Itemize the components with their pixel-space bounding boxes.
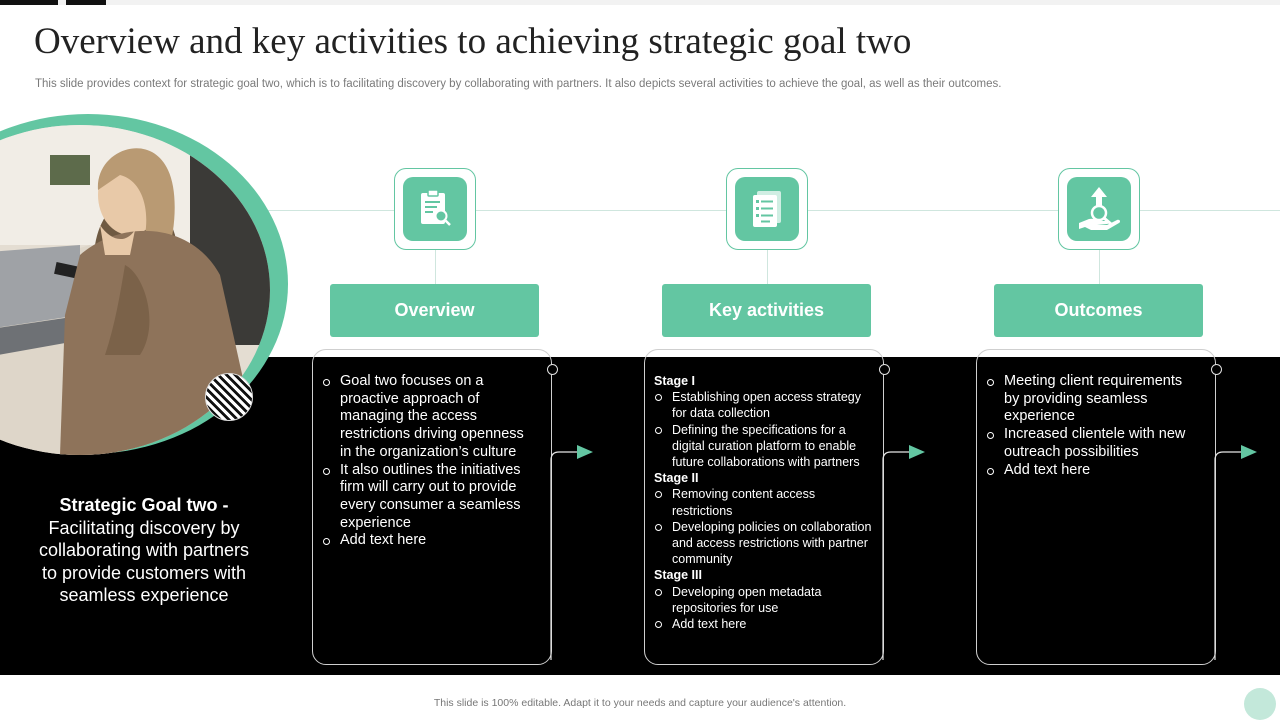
overview-icon-tile xyxy=(403,177,467,241)
list-item: Add text here xyxy=(654,616,872,632)
frame-dot xyxy=(1211,364,1222,375)
key-activities-icon-box xyxy=(726,168,808,250)
list-item: Developing policies on collaboration and access restrictions with partner community xyxy=(654,519,872,568)
list-item: Increased clientele with new outreach possibilities xyxy=(986,426,1198,461)
slide-title: Overview and key activities to achieving strategic goal two xyxy=(34,21,912,62)
arrow-connector xyxy=(545,440,605,670)
list-item: Removing content access restrictions xyxy=(654,486,872,518)
connector-line xyxy=(767,250,768,284)
hand-growth-icon xyxy=(1067,177,1131,241)
stage-label: Stage II xyxy=(654,471,699,486)
list-item: Add text here xyxy=(986,462,1198,480)
top-accent-segment xyxy=(0,0,58,5)
list-item: Defining the specifications for a digital curation platform to enable future collaborations with partners xyxy=(654,422,872,471)
stage-label: Stage I xyxy=(654,374,695,388)
outcomes-icon-box xyxy=(1058,168,1140,250)
overview-list xyxy=(322,373,534,550)
outcomes-list xyxy=(986,373,1198,479)
key-activities-icon-tile xyxy=(735,177,799,241)
key-activities-list xyxy=(654,373,872,632)
goal-bold-label: Strategic Goal two - xyxy=(59,495,229,515)
outcomes-icon-tile xyxy=(1067,177,1131,241)
overview-heading: Overview xyxy=(330,284,539,337)
document-list-icon xyxy=(735,177,799,241)
list-item: Goal two focuses on a proactive approach of managing the access restrictions driving openness in the organization’s culture xyxy=(322,373,534,462)
list-item: Meeting client requirements by providing seamless experience xyxy=(986,373,1198,426)
list-item: Add text here xyxy=(322,532,534,550)
striped-decor-circle xyxy=(205,373,253,421)
clipboard-search-icon xyxy=(403,177,467,241)
connector-line xyxy=(435,250,436,284)
frame-dot xyxy=(879,364,890,375)
slide-subtitle: This slide provides context for strategic goal two, which is to facilitating discovery by collaborating with partners. It also depicts several activities to achieve the goal, as well as their outcomes. xyxy=(35,78,1002,90)
arrow-connector xyxy=(1209,440,1269,670)
list-item: It also outlines the initiatives firm will carry out to provide every consumer a seamless experience xyxy=(322,462,534,533)
connector-line xyxy=(1099,250,1100,284)
arrow-connector xyxy=(877,440,937,670)
corner-decor-circle xyxy=(1244,688,1276,720)
overview-icon-box xyxy=(394,168,476,250)
list-item: Developing open metadata repositories for use xyxy=(654,584,872,616)
strategic-goal-text xyxy=(30,494,258,607)
top-accent-bar xyxy=(0,0,1280,5)
frame-dot xyxy=(547,364,558,375)
key-activities-heading: Key activities xyxy=(662,284,871,337)
goal-description: Facilitating discovery by collaborating with partners to provide customers with seamless experience xyxy=(38,517,250,605)
stage-label: Stage III xyxy=(654,568,702,583)
footer-note: This slide is 100% editable. Adapt it to your needs and capture your audience's attention. xyxy=(433,697,847,709)
top-accent-segment xyxy=(66,0,106,5)
outcomes-heading: Outcomes xyxy=(994,284,1203,337)
list-item: Establishing open access strategy for data collection xyxy=(654,389,872,421)
